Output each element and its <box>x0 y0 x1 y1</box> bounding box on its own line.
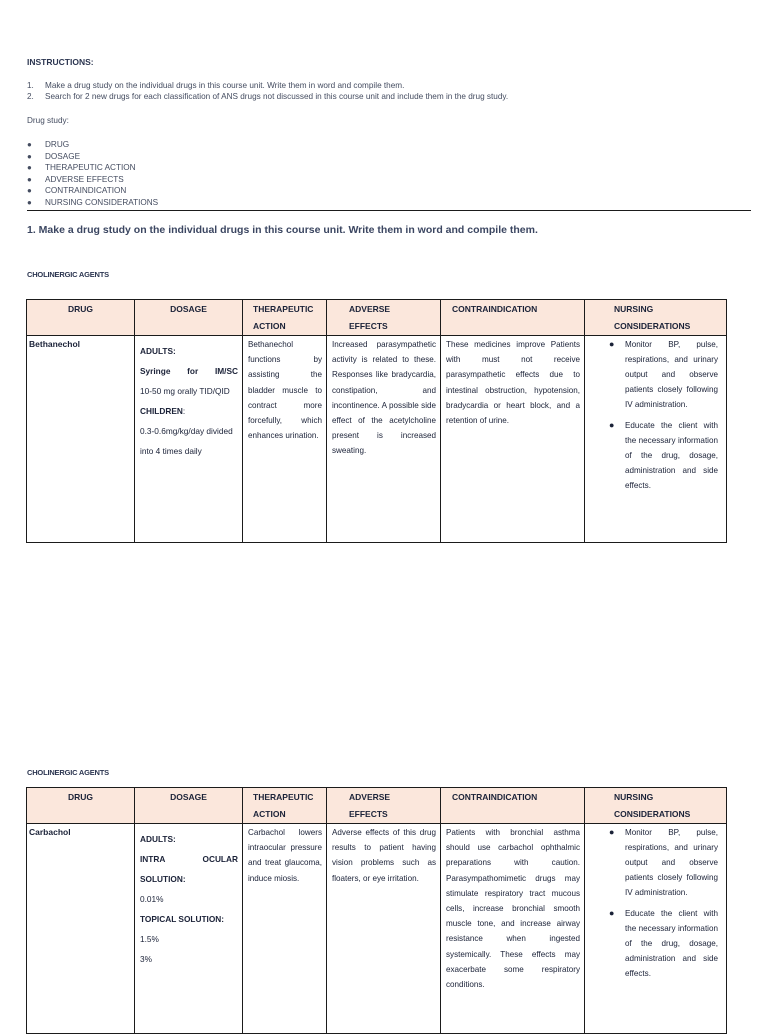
therapeutic-cell: Carbachol lowers intraocular pressure and treat glaucoma, induce miosis. <box>243 824 327 1034</box>
table-row <box>27 336 727 543</box>
header-nursing: NURSING CONSIDERATIONS <box>585 300 727 336</box>
list-item: ● Educate the client with the necessary information of the drug, dosage, administration and side effects. <box>609 420 718 490</box>
header-nursing: NURSING CONSIDERATIONS <box>585 788 727 824</box>
dosage-text: ADULTS: INTRA OCULAR SOLUTION: 0.01% TOPICAL SOLUTION: 1.5% 3% <box>140 834 238 964</box>
drug-study-fields <box>27 139 158 209</box>
drug-name: Carbachol <box>29 827 71 837</box>
section-label: CHOLINERGIC AGENTS <box>27 270 109 279</box>
list-item: ● Monitor BP, pulse, respirations, and urinary output and observe patients closely following IV administration. <box>609 339 718 409</box>
dosage-cell <box>135 824 243 1034</box>
adverse-cell: Adverse effects of this drug results to patient having vision problems such as floaters, or eye irritation. <box>327 824 441 1034</box>
header-dosage: DOSAGE <box>135 788 243 824</box>
nursing-cell <box>585 336 727 543</box>
field-item: ● DRUG <box>27 140 70 149</box>
table-header-row <box>27 300 727 336</box>
field-item: ● ADVERSE EFFECTS <box>27 174 124 184</box>
table-header-row <box>27 788 727 824</box>
dosage-cell <box>135 336 243 543</box>
drug-table <box>26 299 727 543</box>
list-item: ● Monitor BP, pulse, respirations, and urinary output and observe patients closely following IV administration. <box>609 827 718 897</box>
drug-table <box>26 787 727 1034</box>
header-therapeutic: THERAPEUTIC ACTION <box>243 300 327 336</box>
field-item: ● DOSAGE <box>27 151 81 161</box>
instruction-item: 1. Make a drug study on the individual drugs in this course unit. Write them in word and compile them. <box>27 81 405 90</box>
instructions-title: INSTRUCTIONS: <box>27 57 94 67</box>
list-item: ● Educate the client with the necessary information of the drug, dosage, administration and side effects. <box>609 908 718 978</box>
contraindication-cell: Patients with bronchial asthma should use carbachol ophthalmic preparations with caution. Parasympathomimetic drugs may stimulate respiratory tract mucous cells, increase bronchial smooth muscle tone, and increase airway resistance when ingested systemically. These effects may exacerbate some respiratory conditions. <box>441 824 585 1034</box>
therapeutic-cell: Bethanechol functions by assisting the bladder muscle to contract more forcefully, which enhances urination. <box>243 336 327 543</box>
drug-name: Bethanechol <box>29 339 81 349</box>
instructions-list <box>27 81 508 102</box>
field-item: ● CONTRAINDICATION <box>27 186 127 196</box>
header-adverse: ADVERSE EFFECTS <box>327 300 441 336</box>
dosage-text: ADULTS: Syringe for IM/SC 10-50 mg orally TID/QID CHILDREN: 0.3-0.6mg/kg/day divided into 4 times daily <box>140 346 238 456</box>
field-item: ● THERAPEUTIC ACTION <box>27 163 136 173</box>
contraindication-cell: These medicines improve Patients with must not receive parasympathetic effects due to intestinal obstruction, hypotension, bradycardia or heart block, and a retention of urine. <box>441 336 585 543</box>
section-heading: 1. Make a drug study on the individual drugs in this course unit. Write them in word and compile them. <box>27 224 538 236</box>
table-row <box>27 824 727 1034</box>
field-item: ● NURSING CONSIDERATIONS <box>27 197 159 207</box>
header-adverse: ADVERSE EFFECTS <box>327 788 441 824</box>
drug-cell <box>27 336 135 543</box>
header-dosage: DOSAGE <box>135 300 243 336</box>
section-label: CHOLINERGIC AGENTS <box>27 768 109 777</box>
drug-cell <box>27 824 135 1034</box>
header-therapeutic: THERAPEUTIC ACTION <box>243 788 327 824</box>
header-contraindication: CONTRAINDICATION <box>441 300 585 336</box>
nursing-cell <box>585 824 727 1034</box>
drug-study-label: Drug study: <box>27 116 69 125</box>
adverse-cell: Increased parasympathetic activity is related to these. Responses like bradycardia, constipation, and incontinence. A possible side effect of the acetylcholine present is increased sweating. <box>327 336 441 543</box>
header-drug: DRUG <box>27 788 135 824</box>
horizontal-divider <box>27 210 751 211</box>
header-contraindication: CONTRAINDICATION <box>441 788 585 824</box>
instruction-item: 2. Search for 2 new drugs for each classification of ANS drugs not discussed in this course unit and include them in the drug study. <box>27 91 509 101</box>
header-drug: DRUG <box>27 300 135 336</box>
